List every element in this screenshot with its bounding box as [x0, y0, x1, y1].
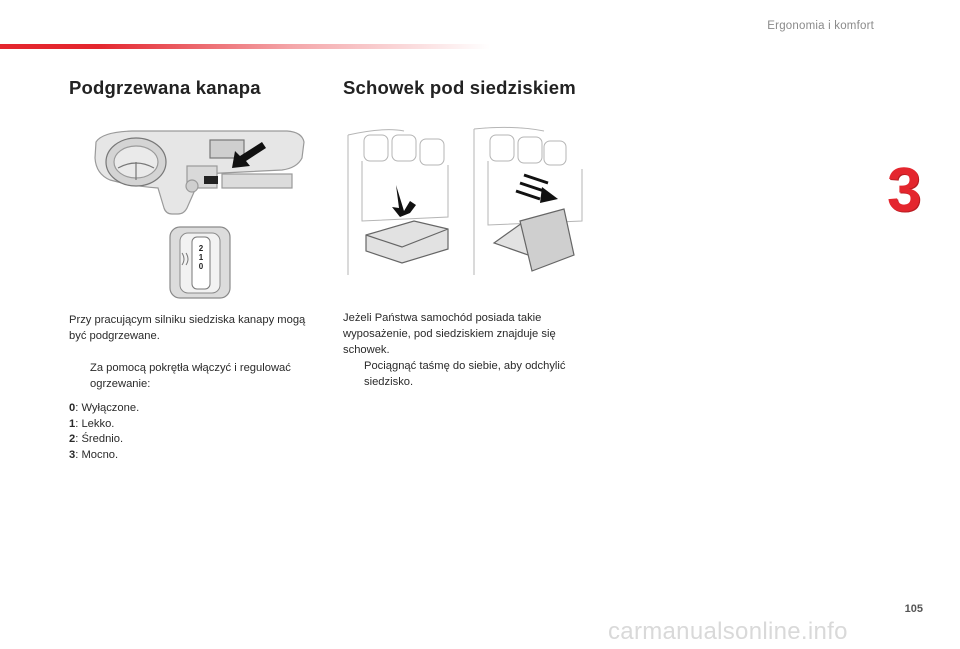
page-number: 105: [904, 603, 923, 615]
section-title: Ergonomia i komfort: [767, 20, 874, 32]
chapter-number: 3: [887, 156, 922, 225]
under-seat-storage-illustration: [344, 125, 596, 295]
knob-label-1: 1: [198, 253, 204, 262]
knob-label-2: 2: [198, 244, 204, 253]
dashboard-illustration: [92, 128, 306, 218]
heating-knob-illustration: [168, 225, 232, 300]
level-item: 2: Średnio.: [69, 433, 124, 446]
heating-levels-list: [69, 401, 269, 463]
bullet-arrow-icon: [343, 358, 364, 390]
heated-bench-instruction-text: Za pomocą pokrętła włączyć i regulować ogrzewanie:: [90, 362, 291, 390]
header-accent-bar: [0, 44, 490, 49]
level-item: 3: Mocno.: [69, 448, 119, 461]
bullet-arrow-icon: [69, 360, 90, 392]
watermark: carmanualsonline.info: [608, 618, 848, 645]
under-seat-storage-intro: Jeżeli Państwa samochód posiada takie wyposażenie, pod siedziskiem znajduje się schowek.: [343, 312, 556, 356]
knob-label-0: 0: [198, 262, 204, 271]
heated-bench-instruction: [69, 360, 319, 392]
level-item: 1: Lekko.: [69, 417, 115, 430]
heated-bench-title: Podgrzewana kanapa: [69, 77, 261, 98]
heated-bench-intro: Przy pracującym silniku siedziska kanapy mogą być podgrzewane.: [69, 314, 306, 342]
under-seat-storage-instruction: Pociągnąć taśmę do siebie, aby odchylić siedzisko.: [364, 360, 566, 388]
level-item: 0: Wyłączone.: [69, 402, 140, 414]
under-seat-storage-text: [343, 310, 593, 390]
under-seat-storage-title: Schowek pod siedziskiem: [343, 77, 576, 98]
